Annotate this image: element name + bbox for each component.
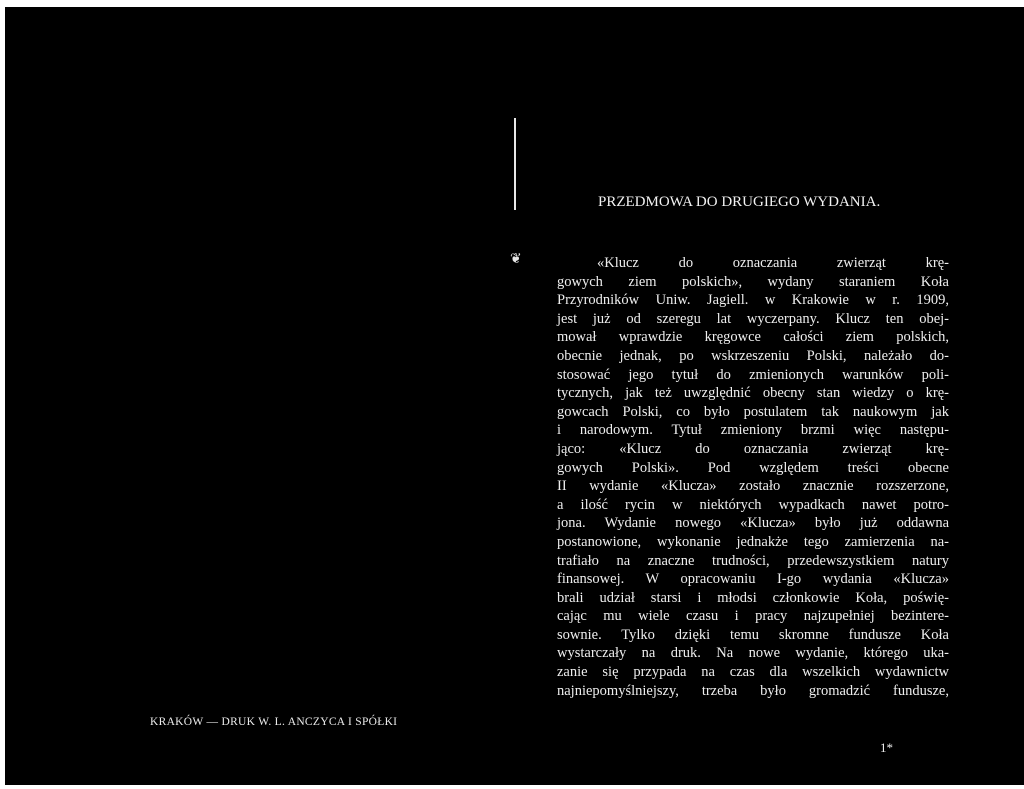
text-line: brali udział starsi i młodsi członkowie Koła, poświę- [557, 589, 949, 606]
scan-top-margin [0, 0, 1024, 7]
text-line: wystarczały na druk. Na nowe wydanie, którego uka- [557, 645, 949, 662]
text-line: i narodowym. Tytuł zmieniony brzmi więc następu- [557, 422, 949, 439]
text-line: jąco: «Klucz do oznaczania zwierząt krę- [557, 440, 949, 457]
text-line: a ilość rycin w niektórych wypadkach nawet potro- [557, 496, 949, 513]
preface-body [557, 254, 949, 700]
text-line: jest już od szeregu lat wyczerpany. Klucz ten obej- [557, 310, 949, 327]
left-page [5, 7, 530, 785]
text-line: najniepomyślniejszy, trzeba było gromadzić fundusze, [557, 682, 949, 699]
text-line: obecnie jednak, po wskrzeszeniu Polski, należało do- [557, 347, 949, 364]
text-line: Przyrodników Uniw. Jagiell. w Krakowie w r. 1909, [557, 292, 949, 309]
text-line: jona. Wydanie nowego «Klucza» było już oddawna [557, 515, 949, 532]
text-line: gowcach Polski, co było postulatem tak naukowym jak [557, 403, 949, 420]
text-line: gowych ziem polskich», wydany staraniem Koła [557, 273, 949, 290]
text-line: «Klucz do oznaczania zwierząt krę- [597, 255, 949, 271]
text-line: cając mu wiele czasu i pracy najzupełniej bezintere- [557, 608, 949, 625]
text-line: sownie. Tylko dzięki temu skromne fundusze Koła [557, 626, 949, 643]
page-number: 1* [880, 740, 893, 755]
text-line: mował wprawdzie kręgowce całości ziem polskich, [557, 329, 949, 346]
text-line: postanowione, wykonanie jednakże tego zamierzenia na- [557, 533, 949, 550]
text-line: zanie się przypada na czas dla wszelkich wydawnictw [557, 664, 949, 681]
text-line: gowych Polski». Pod względem treści obecne [557, 459, 949, 476]
printer-imprint: KRAKÓW — DRUK W. L. ANCZYCA I SPÓŁKI [150, 716, 398, 728]
text-line: tycznych, jak też uwzględnić obecny stan wiedzy o krę- [557, 385, 949, 402]
text-line: finansowej. W opracowaniu I-go wydania «Klucza» [557, 571, 949, 588]
text-line: II wydanie «Klucza» zostało znacznie rozszerzone, [557, 478, 949, 495]
preface-heading: PRZEDMOWA DO DRUGIEGO WYDANIA. [598, 194, 881, 210]
text-line: stosować jego tytuł do zmienionych warunków poli- [557, 366, 949, 383]
gutter-line [514, 118, 516, 210]
ornament-mark: ❦ [510, 251, 522, 267]
text-line: trafiało na znaczne trudności, przedewszystkiem natury [557, 552, 949, 569]
